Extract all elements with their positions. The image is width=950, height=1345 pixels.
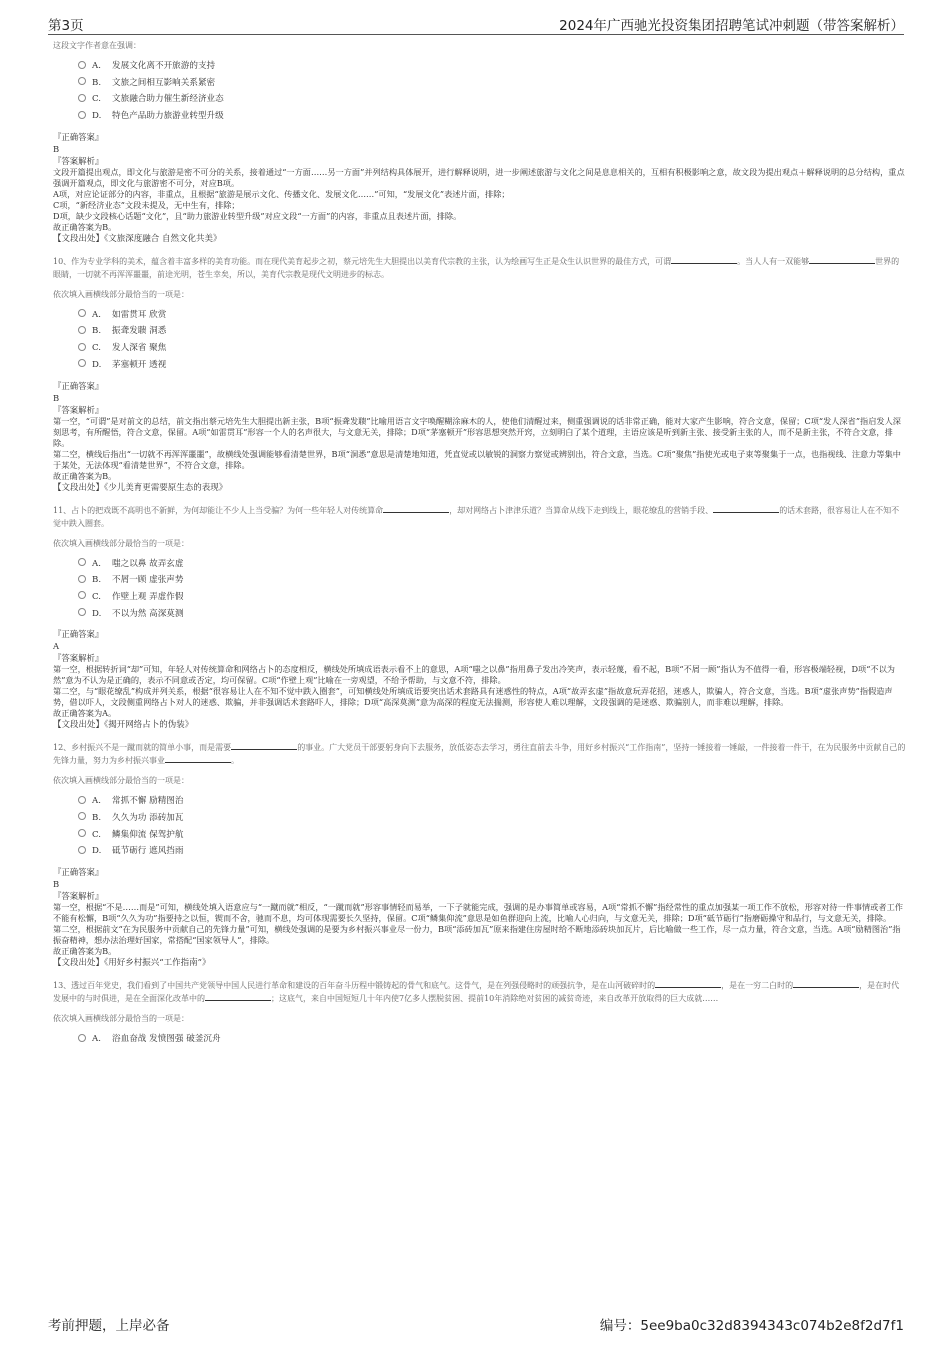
answer-label: 『正确答案』 [53, 867, 104, 877]
footer-slogan: 考前押题，上岸必备 [48, 1318, 170, 1334]
radio-icon[interactable] [78, 343, 86, 351]
source-citation: 【文段出处】《用好乡村振兴“工作指南”》 [53, 958, 211, 968]
q10-option-a[interactable]: A. 如雷贯耳 欣赏 [78, 307, 906, 324]
analysis-paragraph: C项，“新经济业态”文段未提及，无中生有，排除； [53, 199, 240, 210]
q11-option-d[interactable]: D. 不以为然 高深莫测 [78, 606, 906, 623]
analysis-paragraph: 第一空，根据“不是……而是”可知，横线处填入语意应与“一蹴而就”相反，“一蹴而就”形容事情轻而易举，一下子就能完成，强调的是办事简单或容易，A项“常抓不懈”指经常性的重点加强某一项工作不放松，形容对待一件事情或者工作不能有松懈，B项“久久为功”指要持之以恒，锲而不舍，驰而不息，均可体现需要长久坚持，保留。C项“鳞集仰流”意思是如鱼群迎向上流，比喻人心归向，与文意无关，排除；D项“砥节砺行”指磨砺操守和品行，与文意无关，排除。 [53, 902, 903, 923]
answer-value: B [53, 392, 60, 403]
q11-option-c[interactable]: C. 作壁上观 弄虚作假 [78, 589, 906, 606]
q13-option-a[interactable]: A. 浴血奋战 发愤图强 破釜沉舟 [78, 1031, 906, 1048]
radio-icon[interactable] [78, 77, 86, 85]
radio-icon[interactable] [78, 575, 86, 583]
question-stem: 12、乡村振兴不是一蹴而就的简单小事，而是需要 的事业。广大党员干部要躬身向下去服务，放低姿态去学习，勇往直前去斗争，用好乡村振兴“工作指南”，坚持一锤接着一锤敲，一件接着一件干，在为民服务中贡献自己的先锋力量，努力为乡村振兴事业 。 [53, 743, 906, 766]
radio-icon[interactable] [78, 796, 86, 804]
radio-icon[interactable] [78, 812, 86, 820]
q12-options [78, 793, 906, 860]
q12-option-c[interactable]: C. 鳞集仰流 保驾护航 [78, 827, 906, 844]
analysis-paragraph: 第一空，“可谓”是对前文的总结，前文指出蔡元培先生大胆提出新主张，B项“振聋发聩”比喻用语言文字唤醒糊涂麻木的人，使他们清醒过来，侧重强调说的话非常正确，能对大家产生影响，符合文意，保留；C项“发人深省”指启发人深刻思考，有所醒悟，符合文意，保留。A项“如雷贯耳”形容一个人的名声很大，与文意无关，排除；D项“茅塞顿开”形容思想突然开窍，立刻明白了某个道理，主语应该是听到新主张、接受新主张的人，而不是新主张，不符合文意，排除。 [53, 415, 901, 448]
radio-icon[interactable] [78, 558, 86, 566]
answer-blank [383, 504, 449, 513]
question-prompt: 依次填入画横线部分最恰当的一项是： [53, 1014, 189, 1023]
q10-option-c[interactable]: C. 发人深省 聚焦 [78, 340, 906, 357]
q11-option-b[interactable]: B. 不屑一顾 虚张声势 [78, 572, 906, 589]
q10-option-d[interactable]: D. 茅塞顿开 透视 [78, 357, 906, 374]
analysis-label: 『答案解析』 [53, 653, 104, 664]
answer-value: B [53, 879, 60, 889]
document-body [53, 40, 906, 1054]
analysis-label: 『答案解析』 [53, 155, 104, 166]
q9-options [78, 58, 906, 125]
q12-option-b[interactable]: B. 久久为功 添砖加瓦 [78, 810, 906, 827]
radio-icon[interactable] [78, 326, 86, 334]
radio-icon[interactable] [78, 829, 86, 837]
answer-value: B [53, 143, 60, 154]
q10-options [78, 307, 906, 374]
question-prompt: 依次填入画横线部分最恰当的一项是： [53, 776, 189, 786]
q13-options [78, 1031, 906, 1048]
q12-option-a[interactable]: A. 常抓不懈 励精图治 [78, 793, 906, 810]
radio-icon[interactable] [78, 61, 86, 69]
document-id: 编号：5ee9ba0c32d8394343c074b2e8f2d7f1 [599, 1318, 904, 1334]
source-citation: 【文段出处】《揭开网络占卜的伪装》 [53, 720, 194, 731]
analysis-paragraph: D项，缺少文段核心话题“文化”，且“助力旅游业转型升级”对应文段“一方面”的内容，非重点且表述片面，排除。 [53, 210, 462, 221]
analysis-conclusion: 故正确答案为A。 [53, 708, 117, 719]
answer-blank [655, 979, 721, 988]
analysis-label: 『答案解析』 [53, 891, 104, 901]
answer-label: 『正确答案』 [53, 131, 104, 142]
radio-icon[interactable] [78, 846, 86, 854]
question-prompt: 依次填入画横线部分最恰当的一项是： [53, 289, 189, 299]
answer-blank [671, 255, 737, 264]
analysis-conclusion: 故正确答案为B。 [53, 946, 117, 956]
question-stem: 11、占卜的把戏既不高明也不新鲜，为何却能让不少人上当受骗？为何一些年轻人对传统算命 ，却对网络占卜津津乐道？当算命从线下走到线上，眼花缭乱的营销手段、 的话术套路，很容易让人在不知不觉中跌入圈套。 [53, 505, 900, 528]
analysis-paragraph: 第二空，根据前文“在为民服务中贡献自己的先锋力量”可知，横线处强调的是要为乡村振兴事业尽一份力，B项“添砖加瓦”原来指建住房屋时给不断地添砖块加瓦片，后比喻做一些工作，尽一点力量，符合文意，当选。A项“励精图治”指振奋精神，想办法治理好国家，常搭配“国家领导人”，排除。 [53, 924, 901, 945]
q12-option-d[interactable]: D. 砥节砺行 遮风挡雨 [78, 843, 906, 860]
source-citation: 【文段出处】《文旅深度融合 自然文化共美》 [53, 233, 222, 244]
q9-option-c[interactable]: C. 文旅融合助力催生新经济业态 [78, 91, 906, 108]
answer-blank [165, 754, 231, 763]
answer-label: 『正确答案』 [53, 380, 104, 391]
analysis-label: 『答案解析』 [53, 404, 104, 415]
answer-value: A [53, 641, 60, 652]
document-title: 2024年广西驰光投资集团招聘笔试冲刺题（带答案解析） [559, 18, 904, 34]
answer-blank [713, 504, 779, 513]
analysis-conclusion: 故正确答案为B。 [53, 221, 117, 232]
answer-blank [231, 741, 297, 750]
q9-option-a[interactable]: A. 发展文化离不开旅游的支持 [78, 58, 906, 75]
analysis-paragraph: A项，对应论证部分的内容，非重点，且根据“旅游是展示文化、传播文化、发展文化……”可知，“发展文化”表述片面，排除； [53, 188, 510, 199]
answer-blank [809, 255, 875, 264]
question-prompt: 依次填入画横线部分最恰当的一项是： [53, 538, 189, 548]
page-header [48, 14, 904, 35]
answer-blank [205, 992, 271, 1001]
q11-options [78, 556, 906, 623]
source-citation: 【文段出处】《少儿美育更需要原生态的表现》 [53, 482, 228, 493]
page-number: 第3页 [48, 18, 84, 34]
question-stem: 13、透过百年党史，我们看到了中国共产党领导中国人民进行革命和建设的百年奋斗历程中锻铸起的骨气和底气。这骨气，是在列强侵略时的顽强抗争，是在山河破碎时的 ，是在一穷二白时的 ，是在时代发展中的与时俱进，是在全面深化改革中的 ；这底气，来自中国短短几十年内使7亿多人摆脱贫困、提前10年消除绝对贫困的减贫奇迹，来自改革开放取得的巨大成就…… [53, 981, 900, 1003]
analysis-paragraph: 第二空，与“眼花缭乱”构成并列关系，根据“很容易让人在不知不觉中跌入圈套”，可知横线处所填成语要突出话术套路具有迷惑性的特点，A项“故弄玄虚”指故意玩弄花招，迷惑人，欺骗人，符合文意，当选。B项“虚张声势”指假造声势，借以吓人，文段侧重网络占卜对人的迷惑、欺骗，并非强调话术套路吓人，排除；D项“高深莫测”意为高深的程度无法揣测，形容使人难以理解，文段强调的是迷惑、欺骗别人，而非难以理解，排除。 [53, 686, 893, 708]
analysis-paragraph: 文段开篇提出观点，即文化与旅游是密不可分的关系，接着通过“一方面……另一方面”并列结构具体展开，进行解释说明，进一步阐述旅游与文化之间是息息相关的，互相有积极影响之意，故文段为提出观点＋解释说明的总分结构，重点强调开篇观点，即文化与旅游密不可分，对应B项。 [53, 166, 905, 188]
question-prompt: 这段文字作者意在强调： [53, 41, 141, 50]
answer-label: 『正确答案』 [53, 629, 104, 640]
q9-option-b[interactable]: B. 文旅之间相互影响关系紧密 [78, 75, 906, 92]
analysis-paragraph: 第二空，横线后指出“一切就不再浑浑噩噩”，故横线处强调能够看清楚世界，B项“洞悉”意思是清楚地知道，凭直觉或以敏锐的洞察力察觉或辨别出，符合文意，当选。C项“聚焦”指使光或电子束等聚集于一点，也指视线、注意力等集中于某处，无法体现“看清楚世界”，不符合文意，排除。 [53, 448, 901, 470]
radio-icon[interactable] [78, 111, 86, 119]
q11-option-a[interactable]: A. 嗤之以鼻 故弄玄虚 [78, 556, 906, 573]
radio-icon[interactable] [78, 309, 86, 317]
question-stem: 10、作为专业学科的美术，蕴含着丰富多样的美育功能。而在现代美育起步之初，蔡元培先生大胆提出以美育代宗教的主张，认为绘画写生正是众生认识世界的最佳方式，可谓 。当人人有一双能够 世界的眼睛，一切就不再浑浑噩噩，前途光明，苍生幸矣，所以，美育代宗教是现代文明进步的标志。 [53, 256, 900, 279]
q10-option-b[interactable]: B. 振聋发聩 洞悉 [78, 323, 906, 340]
radio-icon[interactable] [78, 94, 86, 102]
radio-icon[interactable] [78, 359, 86, 367]
radio-icon[interactable] [78, 608, 86, 616]
answer-blank [793, 979, 859, 988]
q9-option-d[interactable]: D. 特色产品助力旅游业转型升级 [78, 108, 906, 125]
analysis-conclusion: 故正确答案为B。 [53, 470, 117, 481]
radio-icon[interactable] [78, 1034, 86, 1042]
radio-icon[interactable] [78, 591, 86, 599]
analysis-paragraph: 第一空，根据转折词“却”可知，年轻人对传统算命和网络占卜的态度相反，横线处所填成语表示看不上的意思，A项“嗤之以鼻”指用鼻子发出冷笑声，表示轻蔑，看不起，B项“不屑一顾”指认为不值得一看，形容极端轻视，D项“不以为然”意为不认为是正确的，表示不同意或否定，均可保留。C项“作壁上观”比喻在一旁观望，不给予帮助，与文意不符，排除。 [53, 664, 895, 686]
